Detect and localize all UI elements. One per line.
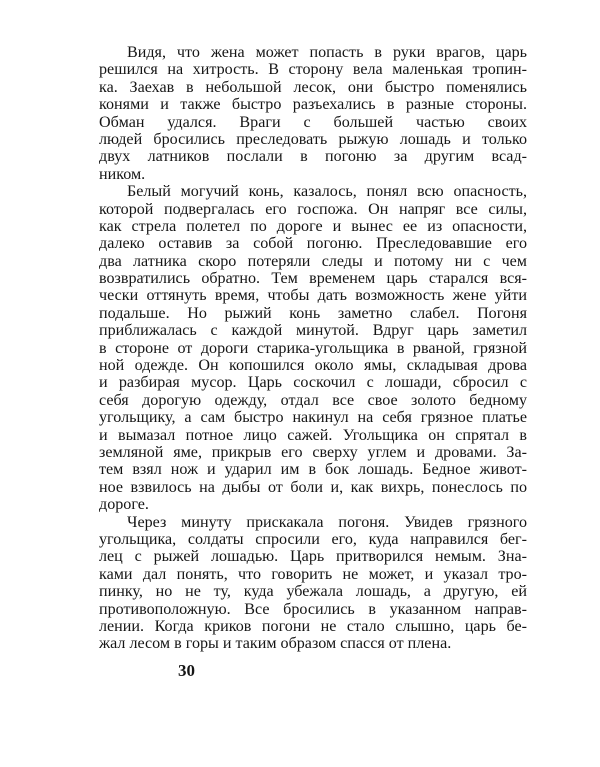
text-line: которой подвергалась его госпожа. Он напряг все силы,	[99, 200, 527, 218]
text-line: ками дал понять, что говорить не может, и указал тро-	[99, 565, 527, 583]
text-line: конями и также быстро разъехались в разные стороны.	[99, 96, 527, 114]
text-line: ное взвилось на дыбы от боли и, как вихрь, понеслось по	[99, 478, 527, 496]
text-line: земляной яме, прикрыв его сверху углем и дровами. За-	[99, 443, 527, 461]
text-line: Обман удался. Враги с большей частью своих	[99, 113, 527, 131]
text-line: Видя, что жена может попасть в руки врагов, царь	[127, 44, 527, 61]
text-line: два латника скоро потеряли следы и потому ни с чем	[99, 252, 527, 270]
text-line: угольщика, солдаты спросили его, куда направился бег-	[99, 530, 527, 548]
text-line: и вымазал потное лицо сажей. Угольщика он спрятал в	[99, 426, 527, 444]
text-line: людей бросились преследовать рыжую лошадь и только	[99, 130, 527, 148]
text-line: как стрела полетел по дороге и вынес ее из опасности,	[99, 217, 527, 235]
text-line: подальше. Но рыжий конь заметно слабел. Погоня	[99, 304, 527, 322]
text-line: решился на хитрость. В сторону вела маленькая тропин-	[99, 61, 527, 79]
paragraph	[99, 44, 527, 183]
text-line: дороге.	[99, 496, 149, 514]
text-line: чески оттянуть время, чтобы дать возможность жене уйти	[99, 287, 527, 305]
text-line: Через минуту прискакала погоня. Увидев грязного	[127, 513, 527, 531]
text-line: ной одежде. Он копошился около ямы, складывая дрова	[99, 357, 527, 375]
page-number: 30	[178, 661, 195, 680]
text-line: угольщику, а сам быстро накинул на себя грязное платье	[99, 409, 527, 427]
text-line: приближалась с каждой минутой. Вдруг царь заметил	[99, 322, 527, 340]
text-line: себя дорогую одежду, отдал все свое золото бедному	[99, 391, 527, 409]
text-line: лец с рыжей лошадью. Царь притворился немым. Зна-	[99, 548, 527, 566]
text-line: Белый могучий конь, казалось, понял всю опасность,	[127, 183, 527, 201]
paragraph	[99, 514, 527, 653]
text-line: и разбирая мусор. Царь соскочил с лошади, сбросил с	[99, 374, 527, 392]
text-line: двух латников послали в погоню за другим всад-	[99, 148, 527, 166]
text-line: тем взял нож и ударил им в бок лошадь. Бедное живот-	[99, 461, 527, 479]
body-text	[99, 44, 527, 653]
text-line: противоположную. Все бросились в указанном направ-	[99, 600, 527, 618]
text-line: возвратились обратно. Тем временем царь старался вся-	[99, 270, 527, 288]
text-line: пинку, но не ту, куда убежала лошадь, а другую, ей	[99, 583, 527, 601]
text-line: в стороне от дороги старика-угольщика в рваной, грязной	[99, 339, 527, 357]
text-line: жал лесом в горы и таким образом спасся от плена.	[99, 635, 452, 653]
paragraph	[99, 183, 527, 513]
text-line: ником.	[99, 165, 146, 183]
text-line: далеко оставив за собой погоню. Преследовавшие его	[99, 235, 527, 253]
text-line: ка. Заехав в небольшой лесок, они быстро поменялись	[99, 78, 527, 96]
text-line: лении. Когда криков погони не стало слышно, царь бе-	[99, 617, 527, 635]
